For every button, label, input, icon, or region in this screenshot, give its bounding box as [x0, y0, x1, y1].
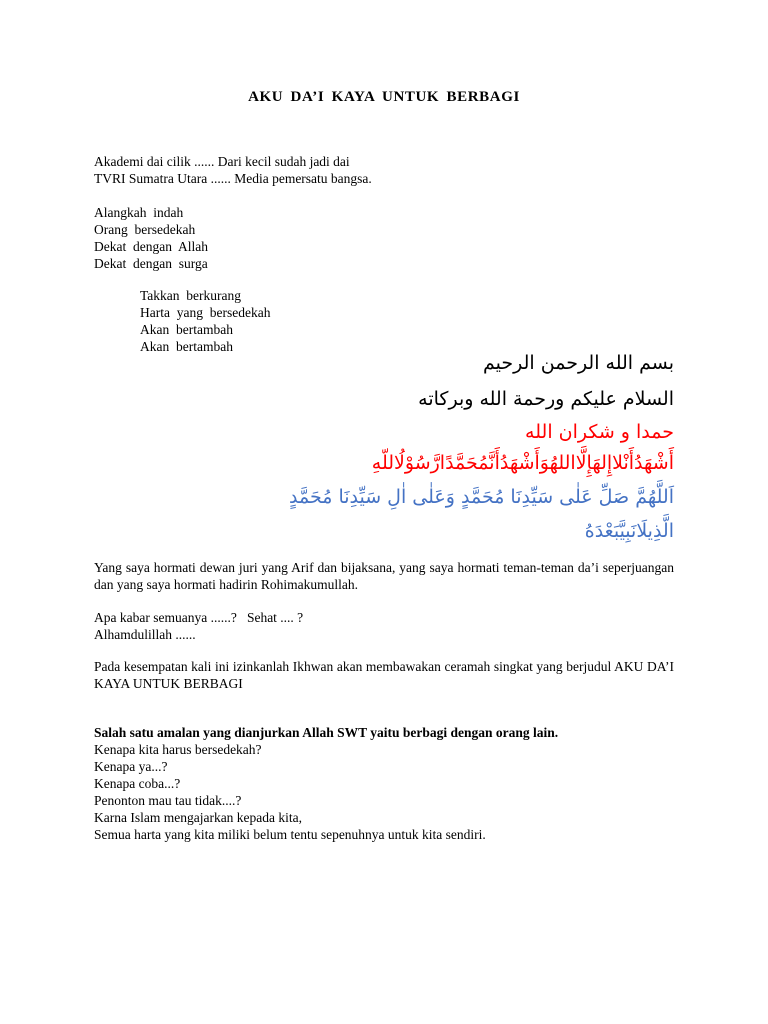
verse-line: Takkan berkurang	[140, 288, 242, 303]
question-line: Penonton mau tau tidak....?	[94, 793, 242, 808]
verse-line: Dekat dengan Allah	[94, 239, 208, 254]
question-line: Semua harta yang kita miliki belum tentu sepenuhnya untuk kita sendiri.	[94, 827, 486, 842]
arabic-shalawat: اَللَّهُمَّ صَلِّ عَلٰى سَيِّدِنَا مُحَمَّدٍ وَعَلٰى اٰلِ سَيِّدِنَا مُحَمَّدٍ	[289, 486, 674, 508]
verse-line: Alangkah indah	[94, 205, 184, 220]
kabar-line: Alhamdulillah ......	[94, 627, 196, 642]
arabic-shalawat-end: الَّذِيلَانَبِيَّبَعْدَهُ	[584, 520, 674, 542]
announcement-paragraph: Pada kesempatan kali ini izinkanlah Ikhwan akan membawakan ceramah singkat yang berjudul AKU DA’I KAYA UNTUK BERBAGI	[94, 659, 674, 691]
verse-line: Akan bertambah	[140, 322, 233, 337]
verse-line: Orang bersedekah	[94, 222, 196, 237]
intro-paragraph	[94, 153, 674, 187]
verse-line: Akan bertambah	[140, 339, 233, 354]
kabar-line: Apa kabar semuanya ......? Sehat .... ?	[94, 610, 304, 625]
question-line: Kenapa coba...?	[94, 776, 181, 791]
question-line: Karna Islam mengajarkan kepada kita,	[94, 810, 303, 825]
arabic-hamdan: حمدا و شكران الله	[525, 421, 674, 443]
document-title: AKU DA’I KAYA UNTUK BERBAGI	[248, 89, 520, 105]
arabic-salam: السلام عليكم ورحمة الله وبركاته	[418, 388, 674, 410]
main-section	[94, 724, 674, 843]
verse-two	[140, 287, 720, 355]
question-line: Kenapa kita harus bersedekah?	[94, 742, 262, 757]
intro-line: TVRI Sumatra Utara ...... Media pemersatu bangsa.	[94, 171, 372, 186]
arabic-basmalah: بسم الله الرحمن الرحيم	[483, 352, 674, 374]
verse-line: Harta yang bersedekah	[140, 305, 271, 320]
question-line: Kenapa ya...?	[94, 759, 168, 774]
intro-line: Akademi dai cilik ...... Dari kecil sudah jadi dai	[94, 154, 350, 169]
main-statement: Salah satu amalan yang dianjurkan Allah SWT yaitu berbagi dengan orang lain.	[94, 725, 559, 740]
verse-one	[94, 204, 674, 272]
verse-line: Dekat dengan surga	[94, 256, 208, 271]
arabic-syahadat: أَشْهَدُأَنْلاإِلهَإِلَّااللهُوَأَشْهَدُأَنَّمُحَمَّدًارَّسُوْلُاللّهِ	[371, 452, 674, 474]
kabar-paragraph	[94, 609, 674, 643]
greeting-paragraph: Yang saya hormati dewan juri yang Arif dan bijaksana, yang saya hormati teman-teman da’i seperjuangan dan yang saya hormati hadirin Rohimakumullah.	[94, 560, 674, 592]
